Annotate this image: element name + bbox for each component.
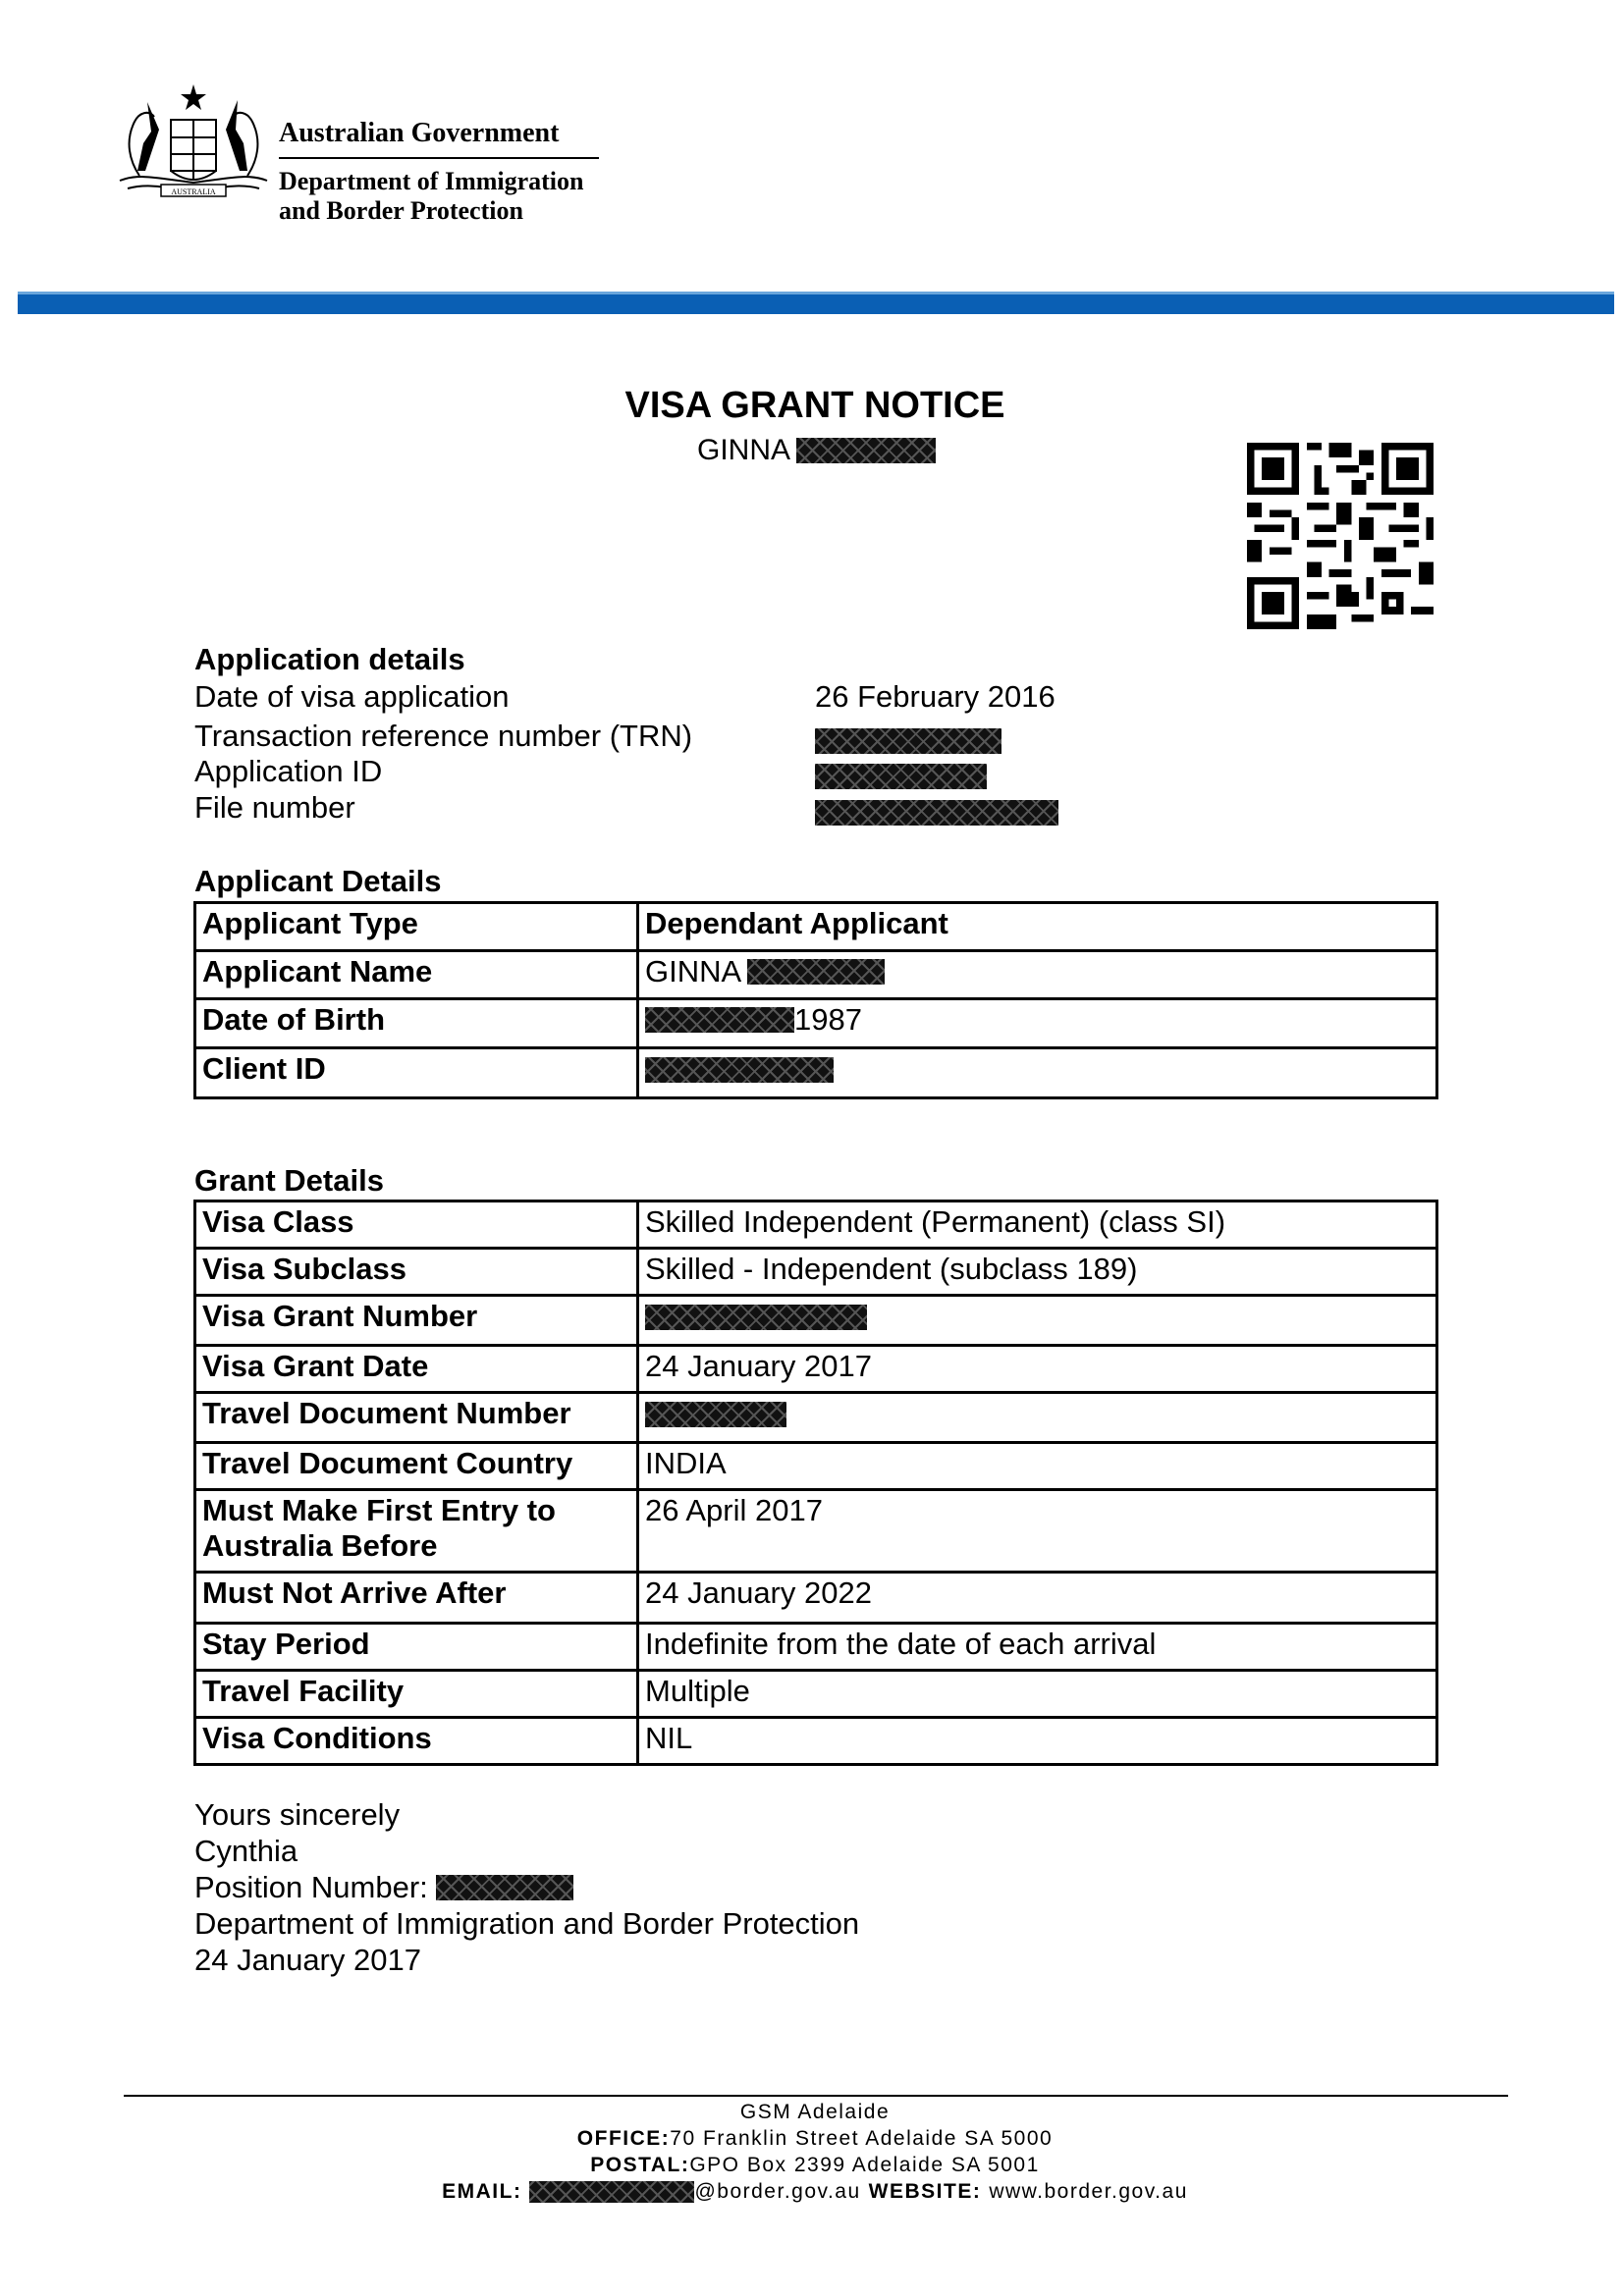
grant-details-table xyxy=(193,1200,1438,1766)
table-row xyxy=(195,1718,1437,1765)
date-of-birth-label: Date of Birth xyxy=(195,999,638,1048)
redacted-surname xyxy=(747,959,885,985)
position-number-label: Position Number: xyxy=(194,1870,428,1904)
table-row xyxy=(195,903,1437,951)
file-number-label: File number xyxy=(194,790,355,825)
visa-conditions-value: NIL xyxy=(638,1718,1437,1765)
footer-divider xyxy=(124,2095,1508,2097)
table-row xyxy=(195,1346,1437,1393)
redacted-grant-number xyxy=(645,1305,867,1330)
position-number-line xyxy=(194,1869,859,1905)
applicant-first-name: GINNA xyxy=(697,434,791,466)
applicant-details-heading: Applicant Details xyxy=(194,864,442,898)
closing-block xyxy=(194,1796,859,1978)
footer xyxy=(0,2099,1624,2205)
table-row xyxy=(195,999,1437,1048)
footer-postal-line xyxy=(0,2152,1624,2178)
email-label: EMAIL: xyxy=(442,2180,522,2203)
footer-office-line xyxy=(0,2125,1624,2152)
qr-code xyxy=(1247,442,1434,630)
application-date-label: Date of visa application xyxy=(194,679,510,714)
stay-period-value: Indefinite from the date of each arrival xyxy=(638,1624,1437,1671)
postal-address: GPO Box 2399 Adelaide SA 5001 xyxy=(689,2154,1040,2176)
application-details-heading: Application details xyxy=(194,642,465,676)
redacted-client-id xyxy=(645,1057,834,1083)
table-row xyxy=(195,951,1437,999)
visa-class-value: Skilled Independent (Permanent) (class SI) xyxy=(638,1201,1437,1249)
website-label: WEBSITE: xyxy=(868,2180,982,2203)
applicant-name-cell xyxy=(638,951,1437,999)
redacted-trn xyxy=(815,728,1001,754)
travel-document-number-label: Travel Document Number xyxy=(195,1393,638,1443)
visa-grant-number-cell xyxy=(638,1296,1437,1346)
table-row xyxy=(195,1249,1437,1296)
redacted-application-id xyxy=(815,764,987,789)
date-of-birth-cell xyxy=(638,999,1437,1048)
footer-contact-line xyxy=(0,2178,1624,2205)
department-name xyxy=(279,167,584,226)
first-entry-value: 26 April 2017 xyxy=(638,1490,1437,1573)
closing-date: 24 January 2017 xyxy=(194,1943,421,1977)
redacted-position-number xyxy=(436,1875,573,1900)
travel-document-country-label: Travel Document Country xyxy=(195,1443,638,1490)
redacted-travel-document-number xyxy=(645,1402,786,1427)
table-row xyxy=(195,1671,1437,1718)
table-row xyxy=(195,1443,1437,1490)
application-date-value: 26 February 2016 xyxy=(815,679,1056,714)
visa-subclass-label: Visa Subclass xyxy=(195,1249,638,1296)
visa-conditions-label: Visa Conditions xyxy=(195,1718,638,1765)
applicant-name-value: GINNA xyxy=(645,954,742,988)
visa-grant-date-label: Visa Grant Date xyxy=(195,1346,638,1393)
applicant-type-label: Applicant Type xyxy=(195,903,638,951)
stay-period-label: Stay Period xyxy=(195,1624,638,1671)
applicant-type-value: Dependant Applicant xyxy=(638,903,1437,951)
must-not-arrive-label: Must Not Arrive After xyxy=(195,1573,638,1624)
table-row xyxy=(195,1573,1437,1624)
travel-facility-label: Travel Facility xyxy=(195,1671,638,1718)
svg-text:AUSTRALIA: AUSTRALIA xyxy=(171,187,216,196)
closing-salutation: Yours sincerely xyxy=(194,1797,401,1832)
client-id-cell xyxy=(638,1048,1437,1098)
header-bar xyxy=(18,294,1614,314)
table-row xyxy=(195,1201,1437,1249)
first-entry-label: Must Make First Entry to Australia Before xyxy=(195,1490,638,1573)
department-line-1: Department of Immigration xyxy=(279,167,584,195)
office-address: 70 Franklin Street Adelaide SA 5000 xyxy=(670,2127,1054,2150)
header-divider xyxy=(279,157,599,159)
signer-name: Cynthia xyxy=(194,1834,298,1868)
application-id-label: Application ID xyxy=(194,754,383,788)
travel-facility-value: Multiple xyxy=(638,1671,1437,1718)
birth-year-value: 1987 xyxy=(794,1002,862,1037)
table-row xyxy=(195,1490,1437,1573)
coat-of-arms-logo xyxy=(110,82,277,202)
postal-label: POSTAL: xyxy=(590,2154,690,2176)
client-id-label: Client ID xyxy=(195,1048,638,1098)
redacted-birth-date xyxy=(645,1007,794,1033)
must-not-arrive-value: 24 January 2022 xyxy=(638,1573,1437,1624)
email-domain: @border.gov.au xyxy=(694,2180,861,2203)
footer-office-name: GSM Adelaide xyxy=(739,2101,891,2123)
visa-subclass-value: Skilled - Independent (subclass 189) xyxy=(638,1249,1437,1296)
table-row xyxy=(195,1296,1437,1346)
redacted-email-user xyxy=(529,2181,694,2203)
office-label: OFFICE: xyxy=(576,2127,671,2150)
travel-document-number-cell xyxy=(638,1393,1437,1443)
department-line-2: and Border Protection xyxy=(279,196,523,225)
travel-document-country-value: INDIA xyxy=(638,1443,1437,1490)
website-link[interactable]: www.border.gov.au xyxy=(989,2180,1188,2203)
applicant-name-label: Applicant Name xyxy=(195,951,638,999)
government-title: Australian Government xyxy=(279,118,560,148)
applicant-details-table xyxy=(193,901,1438,1099)
applicant-name-heading xyxy=(697,434,936,467)
visa-class-label: Visa Class xyxy=(195,1201,638,1249)
redacted-surname xyxy=(796,438,936,463)
signer-department: Department of Immigration and Border Protection xyxy=(194,1906,860,1941)
visa-grant-date-value: 24 January 2017 xyxy=(638,1346,1437,1393)
table-row xyxy=(195,1048,1437,1098)
trn-label: Transaction reference number (TRN) xyxy=(194,719,693,753)
visa-grant-number-label: Visa Grant Number xyxy=(195,1296,638,1346)
document-title: VISA GRANT NOTICE xyxy=(624,385,1005,426)
redacted-file-number xyxy=(815,800,1058,826)
table-row xyxy=(195,1393,1437,1443)
grant-details-heading: Grant Details xyxy=(194,1163,384,1198)
table-row xyxy=(195,1624,1437,1671)
